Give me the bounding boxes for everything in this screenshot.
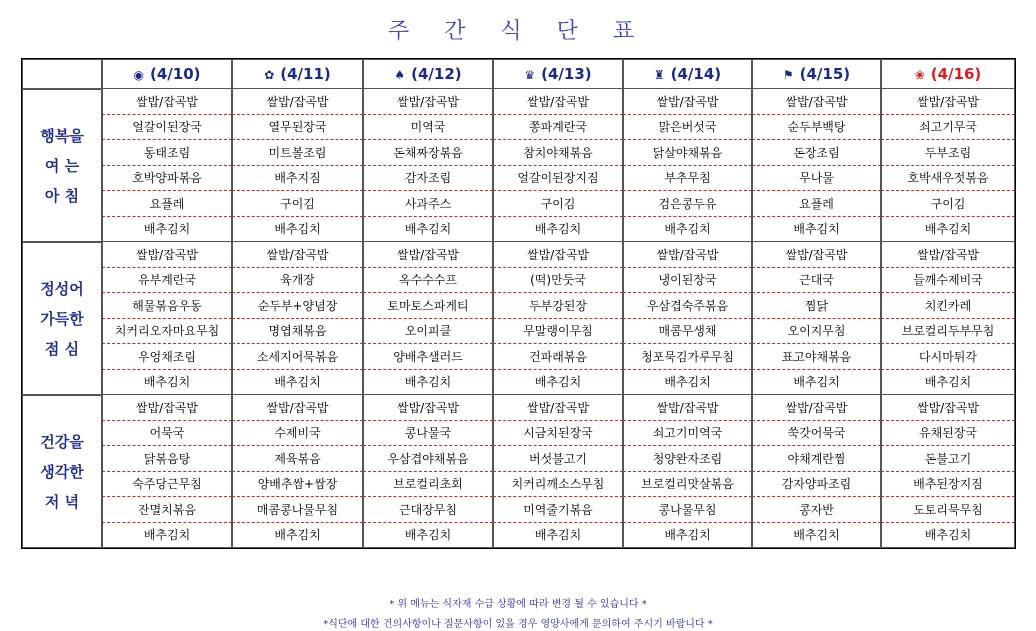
day-label: (4/15) (799, 65, 851, 83)
menu-row (22, 242, 1015, 268)
dish-cell: 다시마튀각 (881, 344, 1015, 370)
day-icon: ⚑ (782, 68, 794, 82)
dish-cell: 미역줄기볶음 (493, 497, 623, 523)
dish-cell: 배추김치 (881, 370, 1015, 396)
day-label: (4/14) (670, 65, 722, 83)
dish-cell: 배추김치 (363, 370, 493, 396)
meal-label-line: 정성어 (40, 279, 84, 298)
dish-cell: 콩나물무침 (623, 497, 752, 523)
menu-row (22, 166, 1015, 192)
menu-row (22, 446, 1015, 472)
dish-cell: 쌀밥/잡곡밥 (493, 89, 623, 115)
dish-cell: 쌀밥/잡곡밥 (493, 242, 623, 268)
notice-change: * 위 메뉴는 식자재 수급 상황에 따라 변경 될 수 있습니다 * (389, 599, 647, 610)
dish-cell: 쌀밥/잡곡밥 (881, 242, 1015, 268)
day-label: (4/13) (541, 65, 592, 83)
dish-cell: 숙주당근무침 (102, 472, 232, 498)
day-header (232, 59, 363, 89)
day-icon: ✿ (264, 68, 275, 82)
day-header (363, 59, 493, 89)
dish-cell: 무말랭이무침 (493, 319, 623, 345)
menu-row (22, 395, 1015, 421)
dish-cell: 양배추샐러드 (363, 344, 493, 370)
dish-cell: 순두부백탕 (752, 115, 881, 141)
dish-cell: 명엽채볶음 (232, 319, 363, 345)
dish-cell: 해물볶음우동 (102, 293, 232, 319)
meal-label (22, 395, 102, 548)
dish-cell: 양배추쌈+쌈장 (232, 472, 363, 498)
dish-cell: 토마토스파게티 (363, 293, 493, 319)
dish-cell: 동태조림 (102, 140, 232, 166)
dish-cell: 배추김치 (881, 523, 1015, 549)
dish-cell: 오이지무침 (752, 319, 881, 345)
dish-cell: 우삼겹숙주볶음 (623, 293, 752, 319)
day-header (752, 59, 881, 89)
dish-cell: 소세지어묵볶음 (232, 344, 363, 370)
dish-cell: 배추김치 (102, 370, 232, 396)
dish-cell: 무나물 (752, 166, 881, 192)
dish-cell: 구이김 (881, 191, 1015, 217)
dish-cell: 미역국 (363, 115, 493, 141)
day-label: (4/16) (930, 65, 982, 83)
dish-cell: 배추김치 (752, 523, 881, 549)
dish-cell: 매콤콩나물무침 (232, 497, 363, 523)
meal-label-line: 건강을 (40, 432, 84, 451)
dish-cell: 얼갈이된장지짐 (493, 166, 623, 192)
dish-cell: 구이김 (232, 191, 363, 217)
dish-cell: 근대장무침 (363, 497, 493, 523)
dish-cell: 배추김치 (623, 217, 752, 243)
dish-cell: 쌀밥/잡곡밥 (623, 395, 752, 421)
dish-cell: 얼갈이된장국 (102, 115, 232, 141)
dish-cell: 배추김치 (232, 523, 363, 549)
dish-cell: 쌀밥/잡곡밥 (232, 89, 363, 115)
day-header (623, 59, 752, 89)
meal-label (22, 89, 102, 242)
dish-cell: 표고야채볶음 (752, 344, 881, 370)
dish-cell: 브로컬리맛살볶음 (623, 472, 752, 498)
dish-cell: 청포묵김가루무침 (623, 344, 752, 370)
meal-label-line: 가득한 (40, 309, 84, 328)
dish-cell: 배추김치 (363, 217, 493, 243)
dish-cell: 감자양파조림 (752, 472, 881, 498)
dish-cell: 배추김치 (493, 217, 623, 243)
dish-cell: 부추무침 (623, 166, 752, 192)
menu-row (22, 217, 1015, 243)
dish-cell: 배추김치 (752, 370, 881, 396)
day-header (493, 59, 623, 89)
dish-cell: 쌀밥/잡곡밥 (363, 242, 493, 268)
dish-cell: 쌀밥/잡곡밥 (752, 89, 881, 115)
day-icon: ❀ (914, 68, 925, 82)
day-label: (4/11) (280, 65, 331, 83)
dish-cell: 사과주스 (363, 191, 493, 217)
dish-cell: 감자조림 (363, 166, 493, 192)
dish-cell: 브로컬리두부무침 (881, 319, 1015, 345)
dish-cell: 수제비국 (232, 421, 363, 447)
dish-cell: 열무된장국 (232, 115, 363, 141)
menu-row (22, 472, 1015, 498)
day-label: (4/10) (149, 65, 201, 83)
dish-cell: 배추김치 (881, 217, 1015, 243)
dish-cell: 제육볶음 (232, 446, 363, 472)
dish-cell: 미트볼조림 (232, 140, 363, 166)
dish-cell: 근대국 (752, 268, 881, 294)
dish-cell: 쌀밥/잡곡밥 (752, 395, 881, 421)
menu-row (22, 497, 1015, 523)
menu-row (22, 344, 1015, 370)
dish-cell: 야채계란찜 (752, 446, 881, 472)
dish-cell: 쌀밥/잡곡밥 (102, 395, 232, 421)
dish-cell: 오이피클 (363, 319, 493, 345)
dish-cell: 건파래볶음 (493, 344, 623, 370)
dish-cell: 쑥갓어묵국 (752, 421, 881, 447)
meal-label-line: 점 심 (44, 339, 80, 358)
meal-label-line: 생각한 (40, 462, 84, 481)
dish-cell: 콩자반 (752, 497, 881, 523)
dish-cell: (떡)만둣국 (493, 268, 623, 294)
menu-row (22, 268, 1015, 294)
dish-cell: 닭살야채볶음 (623, 140, 752, 166)
dish-cell: 쌀밥/잡곡밥 (102, 89, 232, 115)
dish-cell: 배추김치 (493, 370, 623, 396)
dish-cell: 쇠고기무국 (881, 115, 1015, 141)
dish-cell: 쫑파계란국 (493, 115, 623, 141)
dish-cell: 배추지짐 (232, 166, 363, 192)
dish-cell: 배추김치 (232, 370, 363, 396)
dish-cell: 잔멸치볶음 (102, 497, 232, 523)
menu-row (22, 421, 1015, 447)
dish-cell: 닭볶음탕 (102, 446, 232, 472)
dish-cell: 요플레 (102, 191, 232, 217)
dish-cell: 배추김치 (493, 523, 623, 549)
menu-row (22, 89, 1015, 115)
dish-cell: 배추된장지짐 (881, 472, 1015, 498)
dish-cell: 냉이된장국 (623, 268, 752, 294)
dish-cell: 순두부+양념장 (232, 293, 363, 319)
dish-cell: 유부계란국 (102, 268, 232, 294)
page-title: 주 간 식 단 표 (387, 19, 649, 44)
dish-cell: 치커리깨소스무침 (493, 472, 623, 498)
dish-cell: 쌀밥/잡곡밥 (232, 395, 363, 421)
dish-cell: 검은콩두유 (623, 191, 752, 217)
dish-cell: 쌀밥/잡곡밥 (232, 242, 363, 268)
meal-label-line: 아 침 (44, 186, 80, 205)
day-icon: ♜ (653, 68, 665, 82)
meal-label-line: 행복을 (40, 126, 84, 145)
menu-row (22, 370, 1015, 396)
day-header (102, 59, 232, 89)
dish-cell: 돈채짜장볶음 (363, 140, 493, 166)
dish-cell: 구이김 (493, 191, 623, 217)
dish-cell: 배추김치 (102, 523, 232, 549)
notice-contact: *식단에 대한 건의사항이나 질문사항이 있을 경우 영양사에게 문의하여 주시기 바랍니다 * (323, 619, 713, 630)
menu-row (22, 319, 1015, 345)
day-icon: ♛ (524, 68, 536, 82)
weekly-menu-table (21, 58, 1016, 549)
dish-cell: 돈장조림 (752, 140, 881, 166)
dish-cell: 쌀밥/잡곡밥 (493, 395, 623, 421)
dish-cell: 배추김치 (363, 523, 493, 549)
dish-cell: 우삼겹야채볶음 (363, 446, 493, 472)
menu-row (22, 115, 1015, 141)
menu-row (22, 140, 1015, 166)
menu-row (22, 523, 1015, 549)
dish-cell: 버섯불고기 (493, 446, 623, 472)
dish-cell: 돈불고기 (881, 446, 1015, 472)
dish-cell: 배추김치 (623, 370, 752, 396)
header-corner (22, 59, 102, 89)
dish-cell: 매콤무생채 (623, 319, 752, 345)
dish-cell: 쌀밥/잡곡밥 (752, 242, 881, 268)
dish-cell: 쌀밥/잡곡밥 (881, 89, 1015, 115)
dish-cell: 도토리묵무침 (881, 497, 1015, 523)
dish-cell: 옥수수수프 (363, 268, 493, 294)
dish-cell: 쌀밥/잡곡밥 (363, 395, 493, 421)
dish-cell: 우엉채조림 (102, 344, 232, 370)
day-icon: ♠ (394, 68, 406, 82)
dish-cell: 어묵국 (102, 421, 232, 447)
day-icon: ◉ (133, 68, 144, 82)
dish-cell: 치킨카레 (881, 293, 1015, 319)
dish-cell: 유채된장국 (881, 421, 1015, 447)
menu-row (22, 293, 1015, 319)
dish-cell: 배추김치 (752, 217, 881, 243)
dish-cell: 호박양파볶음 (102, 166, 232, 192)
dish-cell: 배추김치 (623, 523, 752, 549)
dish-cell: 두부조림 (881, 140, 1015, 166)
dish-cell: 브로컬리초회 (363, 472, 493, 498)
dish-cell: 배추김치 (102, 217, 232, 243)
dish-cell: 육개장 (232, 268, 363, 294)
dish-cell: 호박새우젓볶음 (881, 166, 1015, 192)
dish-cell: 쌀밥/잡곡밥 (623, 89, 752, 115)
dish-cell: 쇠고기미역국 (623, 421, 752, 447)
dish-cell: 두부강된장 (493, 293, 623, 319)
dish-cell: 시금치된장국 (493, 421, 623, 447)
dish-cell: 쌀밥/잡곡밥 (363, 89, 493, 115)
dish-cell: 쌀밥/잡곡밥 (623, 242, 752, 268)
meal-label (22, 242, 102, 395)
dish-cell: 참치야채볶음 (493, 140, 623, 166)
dish-cell: 요플레 (752, 191, 881, 217)
meal-label-line: 여 는 (44, 156, 80, 175)
meal-label-line: 저 녁 (44, 492, 80, 511)
dish-cell: 들깨수제비국 (881, 268, 1015, 294)
dish-cell: 쌀밥/잡곡밥 (102, 242, 232, 268)
dish-cell: 맑은버섯국 (623, 115, 752, 141)
day-header (881, 59, 1015, 89)
dish-cell: 배추김치 (232, 217, 363, 243)
dish-cell: 쌀밥/잡곡밥 (881, 395, 1015, 421)
menu-row (22, 191, 1015, 217)
dish-cell: 콩나물국 (363, 421, 493, 447)
dish-cell: 찜닭 (752, 293, 881, 319)
day-label: (4/12) (411, 65, 462, 83)
dish-cell: 청양완자조림 (623, 446, 752, 472)
dish-cell: 치커리오자마요무침 (102, 319, 232, 345)
